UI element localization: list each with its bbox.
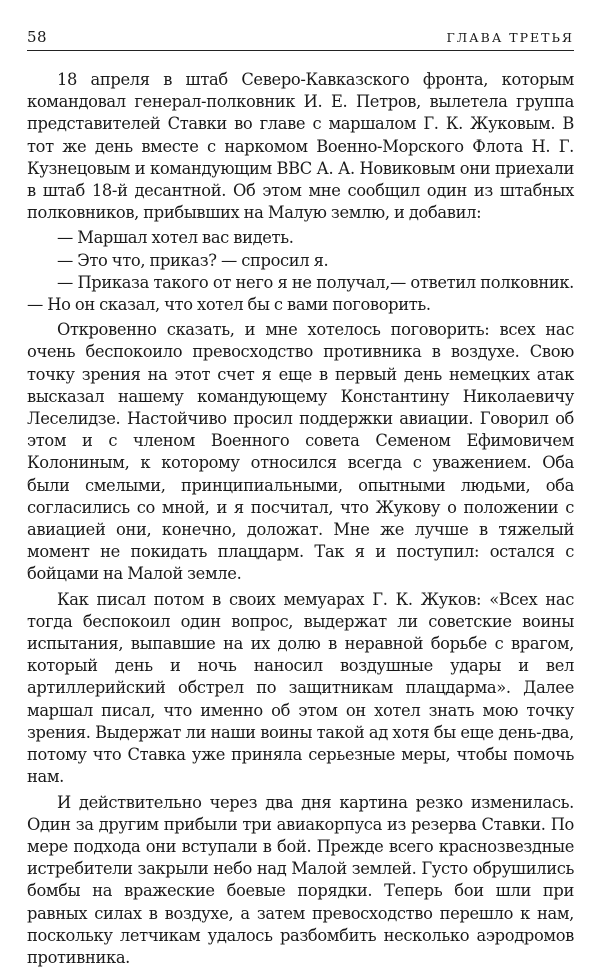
paragraph: И действительно через два дня картина резко изменилась. Один за другим прибыли три авиакорпуса из резерва Ставки. По мере подхода они вступали в бой. Прежде всего краснозвездные истребители закрыли небо над Малой землей. Густо обрушились бомбы на вражеские боевые порядки. Теперь бои шли при равных силах в воздухе, а затем превосходство перешло к нам, поскольку летчикам удалось разбомбить несколько аэродромов противника. [27, 792, 574, 967]
dialogue-line: — Это что, приказ? — спросил я. [57, 250, 329, 270]
paragraph: 18 апреля в штаб Северо-Кавказского фронта, которым командовал генерал-полковник И. Е. Петров, вылетела группа представителей Ставки во главе с маршалом Г. К. Жуковым. В тот же день вместе с наркомом Военно-Морского Флота Н. Г. Кузнецовым и командующим ВВС А. А. Новиковым они приехали в штаб 18-й десантной. Об этом мне сообщил один из штабных полковников, прибывших на Малую землю, и добавил: [27, 70, 574, 223]
chapter-title: ГЛАВА ТРЕТЬЯ [446, 30, 574, 45]
paragraph: Откровенно сказать, и мне хотелось поговорить: всех нас очень беспокоило превосходство противника в воздухе. Свою точку зрения на этот счет я еще в первый день немецких атак высказал нашему командующему Константину Николаевичу Леселидзе. Настойчиво просил поддержки авиации. Говорил об этом и с членом Военного совета Семеном Ефимовичем Колониным, к которому относился всегда с уважением. Оба были смелыми, принципиальными, опытными людьми, оба согласились со мной, и я посчитал, что Жукову о положении с авиацией они, конечно, доложат. Мне же лучше в тяжелый момент не покидать плацдарм. Так я и поступил: остался с бойцами на Малой земле. [27, 320, 574, 584]
running-header [27, 28, 574, 51]
page-number: 58 [27, 28, 48, 46]
dialogue-line: — Маршал хотел вас видеть. [57, 228, 294, 248]
book-page [27, 28, 574, 972]
paragraph: Как писал потом в своих мемуарах Г. К. Жуков: «Всех нас тогда беспокоил один вопрос, выдержат ли советские воины испытания, выпавшие на их долю в неравной борьбе с врагом, который день и ночь наносил воздушные удары и вел артиллерийский обстрел по защитникам плацдарма». Далее маршал писал, что именно об этом он хотел знать мою точку зрения. Выдержат ли наши воины такой ад хотя бы еще день-два, потому что Ставка уже приняла серьезные меры, чтобы помочь нам. [27, 589, 574, 787]
dialogue-line: — Приказа такого от него я не получал,— ответил полковник.— Но он сказал, что хотел бы с вами поговорить. [27, 272, 574, 315]
body-text [27, 69, 574, 969]
